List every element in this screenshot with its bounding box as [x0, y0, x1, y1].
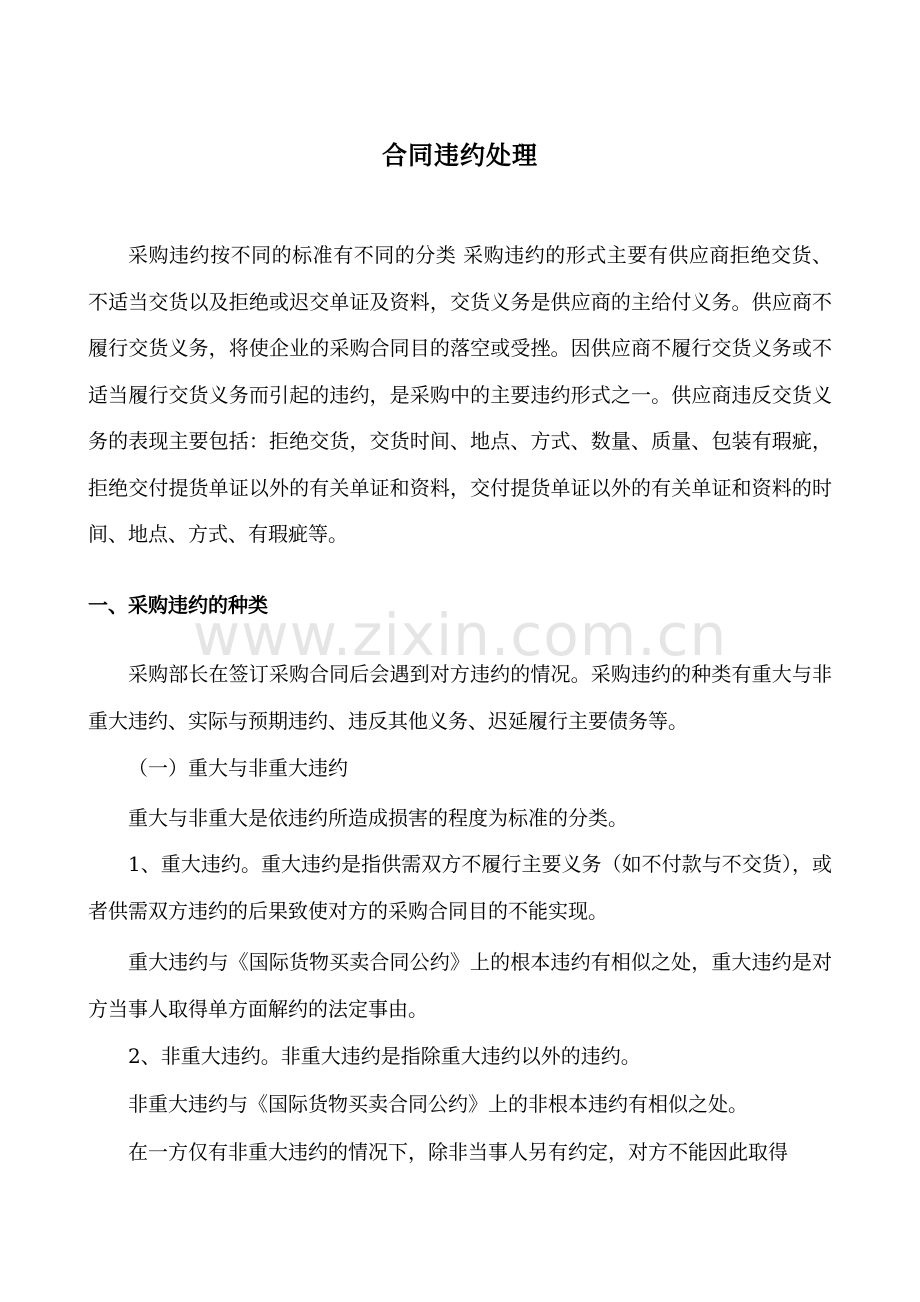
document-title: 合同违约处理	[381, 141, 538, 170]
subsection-heading-1: （一）重大与非重大违约	[128, 756, 348, 780]
section1-paragraph: 采购部长在签订采购合同后会遇到对方违约的情况。采购违约的种类有重大与非重大违约、实际与预期违约、违反其他义务、迟延履行主要债务等。	[88, 662, 832, 733]
subsection-paragraph-2: 1、重大违约。重大违约是指供需双方不履行主要义务（如不付款与不交货），或者供需双方违约的后果致使对方的采购合同目的不能实现。	[88, 852, 832, 923]
intro-paragraph: 采购违约按不同的标准有不同的分类 采购违约的形式主要有供应商拒绝交货、不适当交货以及拒绝或迟交单证及资料，交货义务是供应商的主给付义务。供应商不履行交货义务，将使企业的采购合同目的落空或受挫。因供应商不履行交货义务或不适当履行交货义务而引起的违约，是采购中的主要违约形式之一。供应商违反交货义务的表现主要包括：拒绝交货，交货时间、地点、方式、数量、质量、包装有瑕疵，拒绝交付提货单证以外的有关单证和资料，交付提货单证以外的有关单证和资料的时间、地点、方式、有瑕疵等。	[88, 243, 832, 546]
subsection-paragraph-4: 2、非重大违约。非重大违约是指除重大违约以外的违约。	[128, 1044, 641, 1068]
section-heading-1: 一、采购违约的种类	[88, 593, 268, 617]
watermark: www.zixin.com.cn	[192, 601, 728, 669]
subsection-paragraph-3: 重大违约与《国际货物买卖合同公约》上的根本违约有相似之处，重大违约是对方当事人取得单方面解约的法定事由。	[88, 950, 832, 1021]
subsection-paragraph-1: 重大与非重大是依违约所造成损害的程度为标准的分类。	[128, 806, 628, 830]
subsection-paragraph-6: 在一方仅有非重大违约的情况下，除非当事人另有约定，对方不能因此取得	[128, 1140, 788, 1164]
subsection-paragraph-5: 非重大违约与《国际货物买卖合同公约》上的非根本违约有相似之处。	[128, 1092, 748, 1116]
